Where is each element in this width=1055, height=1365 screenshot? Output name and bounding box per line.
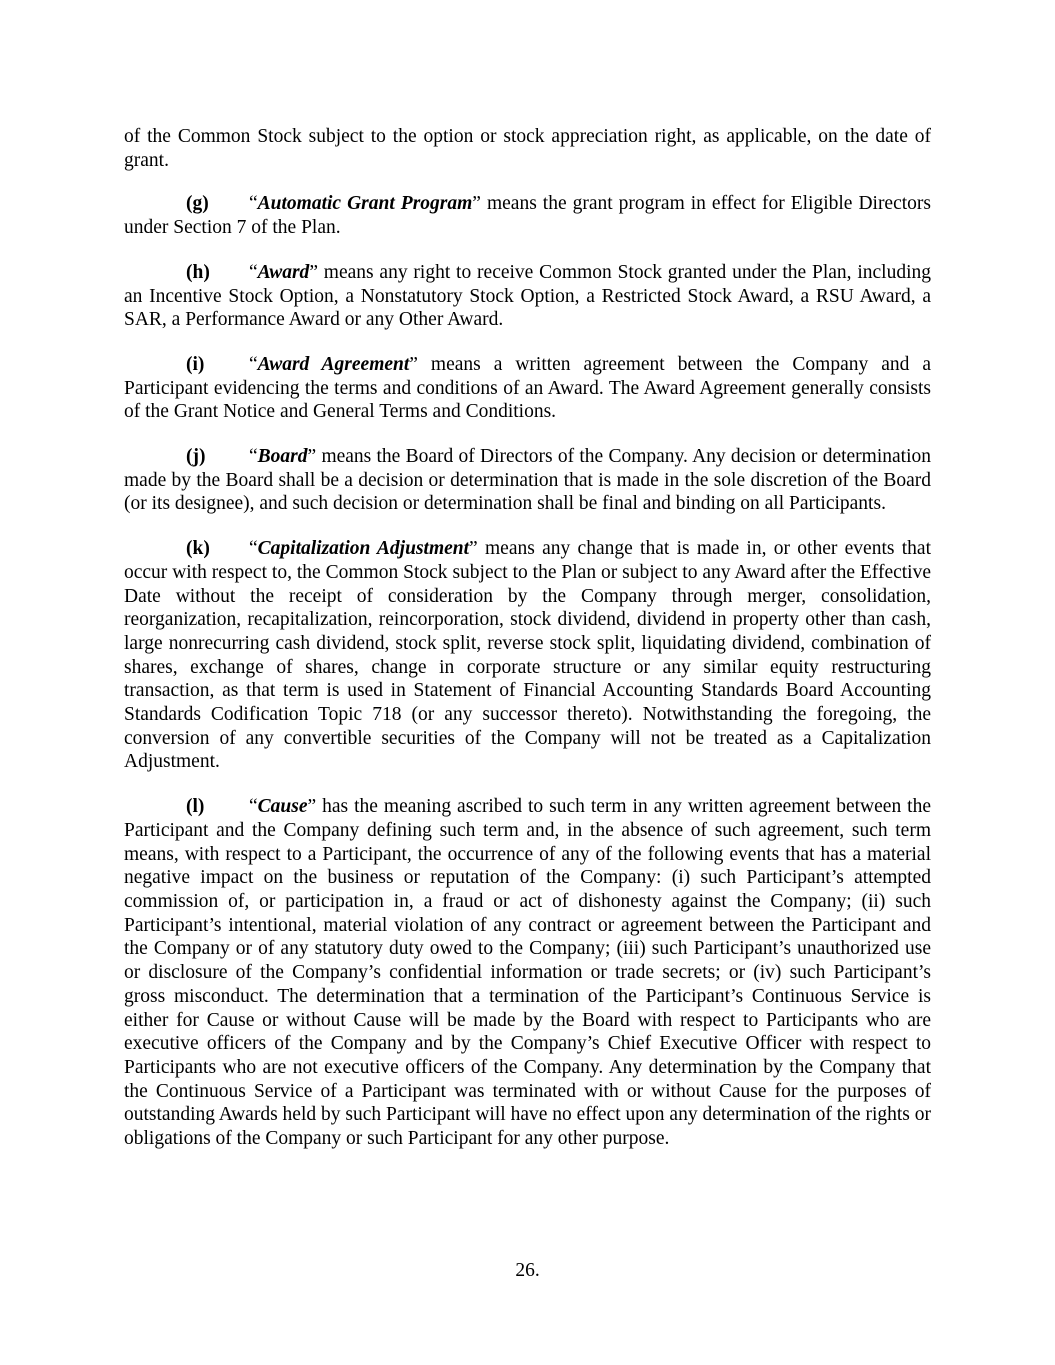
definition-number: (k) xyxy=(186,538,210,560)
definition-h xyxy=(124,261,931,332)
definition-number: (l) xyxy=(186,796,205,818)
defined-term: Cause xyxy=(257,796,308,818)
close-quote: ” xyxy=(472,193,481,215)
defined-term: Board xyxy=(257,446,308,468)
open-quote: “ xyxy=(249,796,258,818)
definition-j xyxy=(124,445,931,516)
definition-text: means the grant program in effect for Eligible Directors under Section 7 of the Plan. xyxy=(124,193,931,239)
open-quote: “ xyxy=(249,446,258,468)
defined-term: Capitalization Adjustment xyxy=(257,538,470,560)
definition-text: has the meaning ascribed to such term in any written agreement between the Participant and the Company defining such term and, in the absence of such agreement, such term means, with respect to a Participant, the occurrence of any of the following events that has a material negative impact on the business or reputation of the Company: (i) such Participant’s attempted commission of, or participation in, a fraud or act of dishonesty against the Company; (ii) such Participant’s intentional, material violation of any contract or agreement between the Participant and the Company or of any statutory duty owed to the Company; (iii) such Participant’s unauthorized use or disclosure of the Company’s confidential information or trade secrets; or (iv) such Participant’s gross misconduct. The determination that a termination of the Participant’s Continuous Service is either for Cause or without Cause will be made by the Board with respect to Participants who are executive officers of the Company and by the Company’s Chief Executive Officer with respect to Participants who are not executive officers of the Company. Any determination by the Company that the Continuous Service of a Participant was terminated with or without Cause for the purposes of outstanding Awards held by such Participant will have no effect upon any determination of the rights or obligations of the Company or such Participant for any other purpose. xyxy=(124,796,931,1150)
open-quote: “ xyxy=(249,193,258,215)
close-quote: ” xyxy=(307,796,317,818)
defined-term: Automatic Grant Program xyxy=(257,193,473,215)
open-quote: “ xyxy=(249,261,258,283)
definition-k xyxy=(124,537,931,774)
defined-term: Award Agreement xyxy=(257,353,410,375)
defined-term: Award xyxy=(257,261,310,283)
definition-text: means any right to receive Common Stock granted under the Plan, including an Incentive Stock Option, a Nonstatutory Stock Option, a Restricted Stock Award, a RSU Award, a SAR, a Performance Award or any Other Award. xyxy=(124,261,931,331)
definition-text: means any change that is made in, or other events that occur with respect to, the Common Stock subject to the Plan or subject to any Award after the Effective Date without the receipt of consideration by the Company through merger, consolidation, reorganization, recapitalization, reincorporation, stock dividend, dividend in property other than cash, large nonrecurring cash dividend, stock split, reverse stock split, liquidating dividend, combination of shares, exchange of shares, change in corporate structure or any similar equity restructuring transaction, as that term is used in Statement of Financial Accounting Standards Board Accounting Standards Codification Topic 718 (or any successor thereto). Notwithstanding the foregoing, the conversion of any convertible securities of the Company will not be treated as a Capitalization Adjustment. xyxy=(124,538,931,773)
page-number: 26. xyxy=(515,1260,540,1281)
definition-i xyxy=(124,353,931,424)
definition-number: (j) xyxy=(186,446,206,468)
definition-number: (i) xyxy=(186,353,205,375)
close-quote: ” xyxy=(309,261,318,283)
definition-g xyxy=(124,192,931,239)
close-quote: ” xyxy=(307,446,317,468)
definition-number: (h) xyxy=(186,261,210,283)
continuation-paragraph: of the Common Stock subject to the option or stock appreciation right, as applicable, on the date of grant. xyxy=(124,126,931,171)
close-quote: ” xyxy=(409,353,418,375)
document-body xyxy=(124,125,931,1172)
definition-number: (g) xyxy=(186,193,209,215)
definition-l xyxy=(124,795,931,1151)
definition-text: means a written agreement between the Company and a Participant evidencing the terms and conditions of an Award. The Award Agreement generally consists of the Grant Notice and General Terms and Conditions. xyxy=(124,353,931,423)
open-quote: “ xyxy=(249,538,258,560)
open-quote: “ xyxy=(249,353,258,375)
close-quote: ” xyxy=(469,538,478,560)
definition-text: means the Board of Directors of the Company. Any decision or determination made by the Board shall be a decision or determination that is made in the sole discretion of the Board (or its designee), and such decision or determination shall be final and binding on all Participants. xyxy=(124,446,931,515)
